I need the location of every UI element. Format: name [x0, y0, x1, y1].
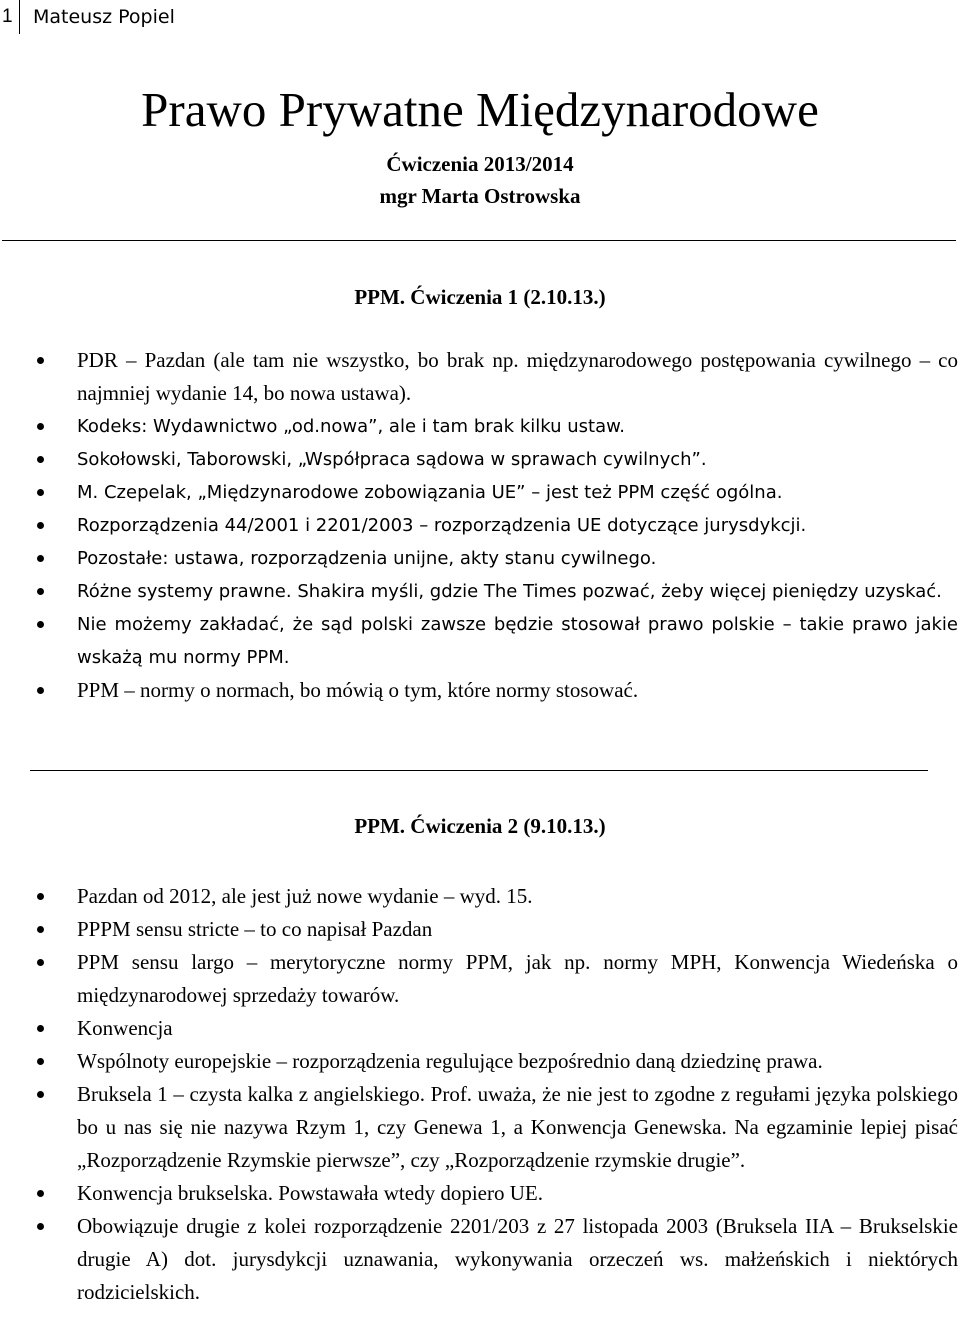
- list-item: Sokołowski, Taborowski, „Współpraca sądowa w sprawach cywilnych”.: [0, 443, 960, 476]
- list-item: PDR – Pazdan (ale tam nie wszystko, bo brak np. międzynarodowego postępowania cywilnego – co najmniej wydanie 14, bo nowa ustawa).: [0, 344, 960, 410]
- bullet-icon: [37, 489, 44, 496]
- header-author: Mateusz Popiel: [33, 6, 175, 28]
- list-item: Obowiązuje drugie z kolei rozporządzenie 2201/203 z 27 listopada 2003 (Bruksela IIA – Brukselskie drugie A) dot. jurysdykcji uznawania, wykonywania orzeczeń ws. małżeńskich i niektórych rodzicielskich.: [0, 1210, 960, 1309]
- list-item: Konwencja brukselska. Powstawała wtedy dopiero UE.: [0, 1177, 960, 1210]
- bullet-icon: [37, 357, 44, 364]
- bullet-icon: [37, 1190, 44, 1197]
- page-header: [0, 0, 300, 34]
- bullet-icon: [37, 893, 44, 900]
- list-item: PPM – normy o normach, bo mówią o tym, które normy stosować.: [0, 674, 960, 707]
- list-item: M. Czepelak, „Międzynarodowe zobowiązania UE” – jest też PPM część ogólna.: [0, 476, 960, 509]
- list-item: Bruksela 1 – czysta kalka z angielskiego. Prof. uważa, że nie jest to zgodne z regułami języka polskiego bo u nas się nie nazywa Rzym 1, czy Genewa 1, a Konwencja Genewska. Na egzaminie lepiej pisać „Rozporządzenie Rzymskie pierwsze”, czy „Rozporządzenie rzymskie drugie”.: [0, 1078, 960, 1177]
- header-divider: [19, 0, 20, 34]
- section-heading-2: PPM. Ćwiczenia 2 (9.10.13.): [354, 814, 606, 838]
- bullet-icon: [37, 522, 44, 529]
- bullet-icon: [37, 423, 44, 430]
- bullet-icon: [37, 687, 44, 694]
- bullet-icon: [37, 1058, 44, 1065]
- bullet-icon: [37, 926, 44, 933]
- bullet-icon: [37, 588, 44, 595]
- section-heading-1: PPM. Ćwiczenia 1 (2.10.13.): [354, 285, 606, 309]
- list-item: Kodeks: Wydawnictwo „od.nowa”, ale i tam brak kilku ustaw.: [0, 410, 960, 443]
- section-1-list: [0, 344, 960, 707]
- list-item: PPM sensu largo – merytoryczne normy PPM, jak np. normy MPH, Konwencja Wiedeńska o międzynarodowej sprzedaży towarów.: [0, 946, 960, 1012]
- horizontal-rule: [2, 240, 956, 241]
- subtitle-teacher: mgr Marta Ostrowska: [379, 184, 581, 208]
- list-item: Wspólnoty europejskie – rozporządzenia regulujące bezpośrednio daną dziedzinę prawa.: [0, 1045, 960, 1078]
- list-item: Pazdan od 2012, ale jest już nowe wydanie – wyd. 15.: [0, 880, 960, 913]
- bullet-icon: [37, 555, 44, 562]
- section-2-list: [0, 880, 960, 1309]
- page-number: 1: [2, 6, 13, 27]
- document-title: Prawo Prywatne Międzynarodowe: [141, 82, 819, 137]
- bullet-icon: [37, 959, 44, 966]
- list-item: Nie możemy zakładać, że sąd polski zawsze będzie stosował prawo polskie – takie prawo jakie wskażą mu normy PPM.: [0, 608, 960, 674]
- horizontal-rule: [30, 770, 928, 771]
- subtitle-course: Ćwiczenia 2013/2014: [386, 152, 574, 176]
- bullet-icon: [37, 1091, 44, 1098]
- list-item: Pozostałe: ustawa, rozporządzenia unijne, akty stanu cywilnego.: [0, 542, 960, 575]
- list-item: Rozporządzenia 44/2001 i 2201/2003 – rozporządzenia UE dotyczące jurysdykcji.: [0, 509, 960, 542]
- bullet-icon: [37, 1223, 44, 1230]
- list-item: Konwencja: [0, 1012, 960, 1045]
- bullet-icon: [37, 621, 44, 628]
- list-item: PPPM sensu stricte – to co napisał Pazdan: [0, 913, 960, 946]
- bullet-icon: [37, 1025, 44, 1032]
- bullet-icon: [37, 456, 44, 463]
- list-item: Różne systemy prawne. Shakira myśli, gdzie The Times pozwać, żeby więcej pieniędzy uzyskać.: [0, 575, 960, 608]
